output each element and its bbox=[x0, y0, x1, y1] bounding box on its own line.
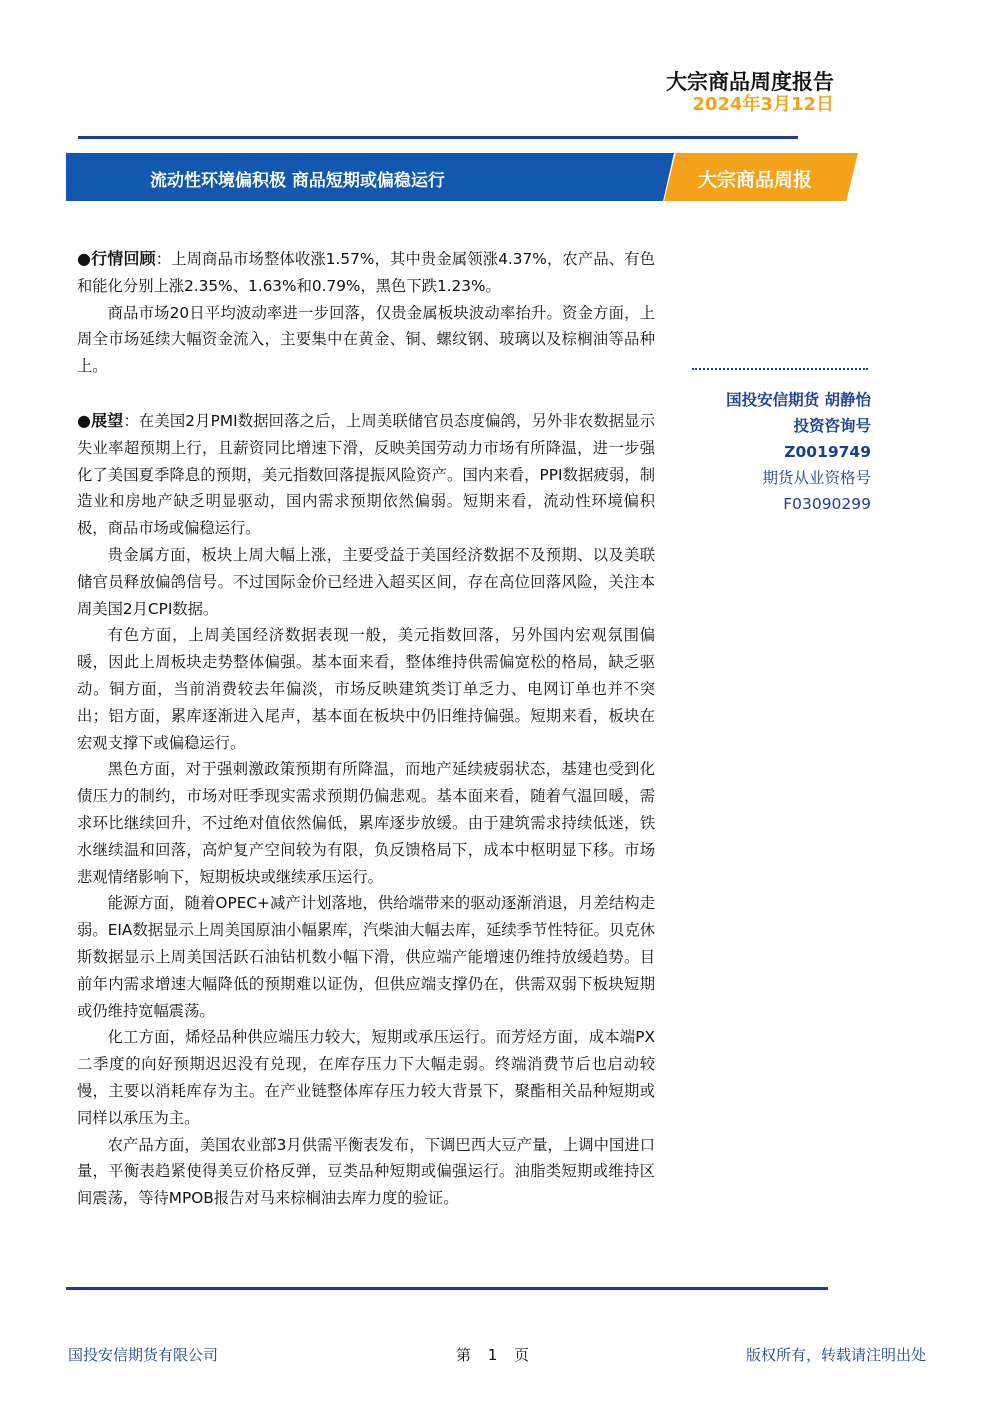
section-tag-text: 大宗商品周报 bbox=[698, 169, 813, 191]
bottom-divider bbox=[66, 1287, 828, 1290]
report-date: 2024年3月12日 bbox=[692, 94, 834, 115]
page-number: 第 1 页 bbox=[456, 1346, 530, 1364]
consult-label: 投资咨询号 bbox=[793, 417, 871, 435]
analyst-info bbox=[726, 387, 871, 517]
qualification-number: F03090299 bbox=[783, 495, 871, 513]
report-title: 大宗商品周度报告 bbox=[666, 70, 834, 94]
agriculture-paragraph: 农产品方面，美国农业部3月供需平衡表发布，下调巴西大豆产量，上调中国进口量，平衡表趋紧使得美豆价格反弹，豆类品种短期或偏强运行。油脂类短期或维持区间震荡，等待MPOB报告对马来棕榈油去库力度的验证。 bbox=[77, 1135, 655, 1208]
report-body bbox=[77, 246, 655, 1212]
outlook-label: ●展望 bbox=[77, 410, 124, 430]
headline-text: 流动性环境偏积极 商品短期或偏稳运行 bbox=[150, 171, 445, 191]
analyst-name: 国投安信期货 胡静怡 bbox=[726, 391, 871, 409]
footer-copyright: 版权所有，转载请注明出处 bbox=[745, 1346, 926, 1364]
outlook-text: ：在美国2月PMI数据回落之后，上周美联储官员态度偏鸽，另外非农数据显示失业率超预期上行，且薪资同比增速下滑，反映美国劳动力市场有所降温，进一步强化了美国夏季降息的预期，美元指数回落提振风险资产。国内来看，PPI数据疲弱，制造业和房地产缺乏明显驱动，国内需求预期依然偏弱。短期来看，流动性环境偏积极，商品市场或偏稳运行。 bbox=[77, 411, 655, 538]
review-paragraph bbox=[77, 246, 655, 300]
footer-company: 国投安信期货有限公司 bbox=[68, 1346, 219, 1364]
top-divider bbox=[78, 136, 798, 139]
analyst-divider bbox=[692, 368, 868, 370]
precious-metals-paragraph: 贵金属方面，板块上周大幅上涨，主要受益于美国经济数据不及预期、以及美联储官员释放偏鸽信号。不过国际金价已经进入超买区间，存在高位回落风险，关注本周美国2月CPI数据。 bbox=[77, 545, 655, 618]
ferrous-paragraph: 黑色方面，对于强刺激政策预期有所降温，而地产延续疲弱状态，基建也受到化债压力的制约，市场对旺季现实需求预期仍偏悲观。基本面来看，随着气温回暖，需求环比继续回升，不过绝对值依然偏低，累库逐步放缓。由于建筑需求持续低迷，铁水继续温和回落，高炉复产空间较为有限，负反馈格局下，成本中枢明显下移。市场悲观情绪影响下，短期板块或继续承压运行。 bbox=[77, 760, 655, 886]
qualification-label: 期货从业资格号 bbox=[762, 469, 871, 487]
nonferrous-paragraph: 有色方面，上周美国经济数据表现一般，美元指数回落，另外国内宏观氛围偏暖，因此上周板块走势整体偏强。基本面来看，整体维持供需偏宽松的格局，缺乏驱动。铜方面，当前消费较去年偏淡，市场反映建筑类订单乏力、电网订单也并不突出；铝方面，累库逐渐进入尾声，基本面在板块中仍旧维持偏强。短期来看，板块在宏观支撑下或偏稳运行。 bbox=[77, 626, 655, 752]
consult-number: Z0019749 bbox=[784, 443, 871, 461]
review-volatility-paragraph: 商品市场20日平均波动率进一步回落，仅贵金属板块波动率抬升。资金方面，上周全市场延续大幅资金流入，主要集中在黄金、铜、螺纹钢、玻璃以及棕榈油等品种上。 bbox=[77, 303, 655, 376]
energy-paragraph: 能源方面，随着OPEC+减产计划落地，供给端带来的驱动逐渐消退，月差结构走弱。EIA数据显示上周美国原油小幅累库，汽柴油大幅去库，延续季节性特征。贝克休斯数据显示上周美国活跃石油钻机数小幅下滑，供应端产能增速仍维持放缓趋势。目前年内需求增速大幅降低的预期难以证伪，但供应端支撑仍在，供需双弱下板块短期或仍维持宽幅震荡。 bbox=[77, 894, 655, 1020]
outlook-paragraph bbox=[77, 408, 655, 542]
review-text: ：上周商品市场整体收涨1.57%，其中贵金属领涨4.37%，农产品、有色和能化分别上涨2.35%、1.63%和0.79%，黑色下跌1.23%。 bbox=[77, 250, 655, 295]
chemical-paragraph: 化工方面，烯烃品种供应端压力较大，短期或承压运行。而芳烃方面，成本端PX二季度的向好预期迟迟没有兑现，在库存压力下大幅走弱。终端消费节后也启动较慢，主要以消耗库存为主。在产业链整体库存压力较大背景下，聚酯相关品种短期或同样以承压为主。 bbox=[77, 1028, 655, 1127]
review-label: ●行情回顾 bbox=[77, 249, 156, 268]
